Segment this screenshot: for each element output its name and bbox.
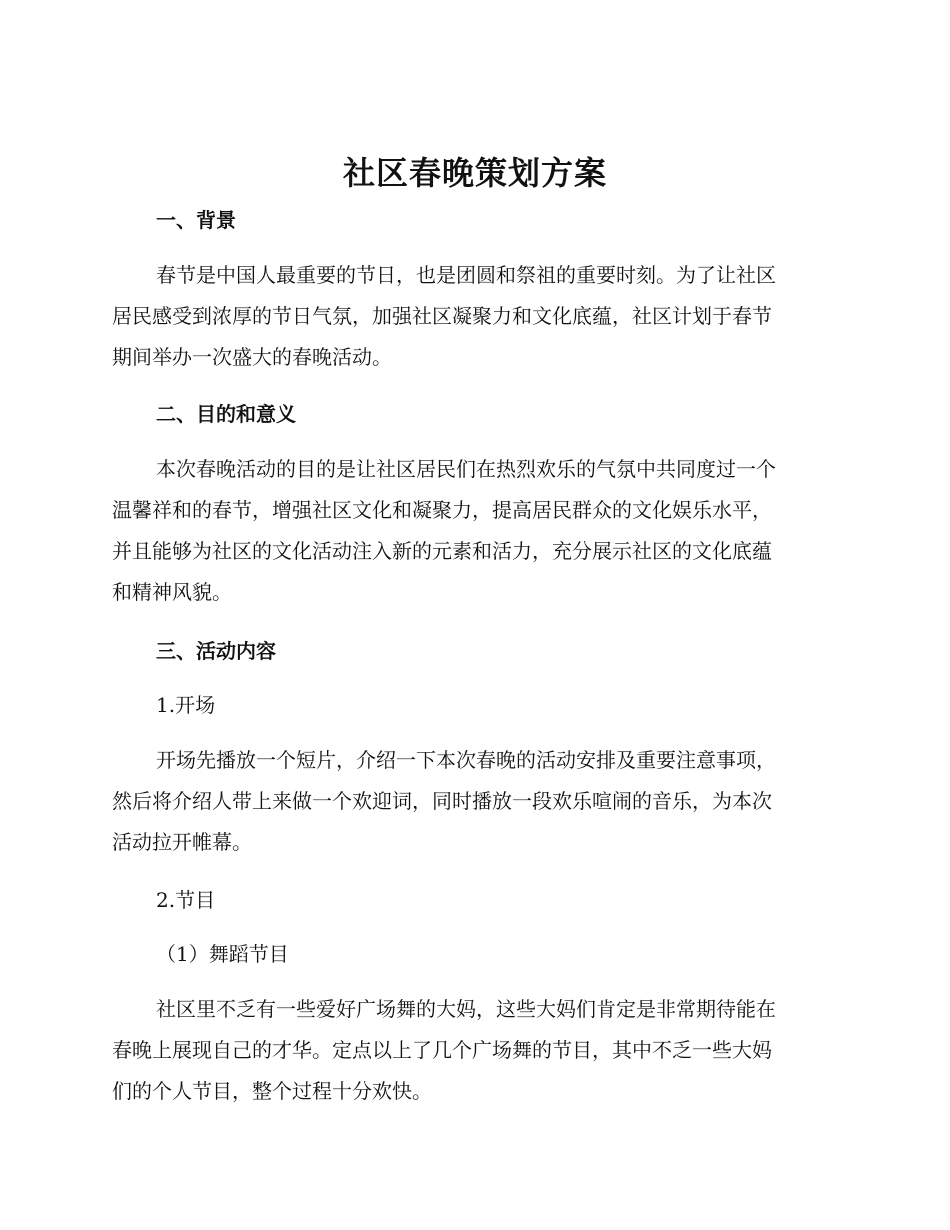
- subheading-dance: （1）舞蹈节目: [156, 942, 289, 966]
- section-heading-background: 一、背景: [156, 208, 236, 232]
- section-heading-purpose: 二、目的和意义: [156, 402, 296, 426]
- paragraph-line: 温馨祥和的春节，增强社区文化和凝聚力，提高居民群众的文化娱乐水平，: [112, 498, 772, 522]
- paragraph-line: 春晚上展现自己的才华。定点以上了几个广场舞的节目，其中不乏一些大妈: [112, 1038, 772, 1062]
- paragraph-line: 并且能够为社区的文化活动注入新的元素和活力，充分展示社区的文化底蕴: [112, 539, 772, 563]
- subheading-program: 2.节目: [156, 888, 216, 912]
- paragraph-line: 开场先播放一个短片，介绍一下本次春晚的活动安排及重要注意事项，: [156, 748, 776, 772]
- paragraph-line: 居民感受到浓厚的节日气氛，加强社区凝聚力和文化底蕴，社区计划于春节: [112, 304, 772, 328]
- subheading-opening: 1.开场: [156, 693, 216, 717]
- paragraph-line: 春节是中国人最重要的节日，也是团圆和祭祖的重要时刻。为了让社区: [156, 263, 776, 287]
- paragraph-line: 本次春晚活动的目的是让社区居民们在热烈欢乐的气氛中共同度过一个: [156, 457, 776, 481]
- paragraph-purpose: [112, 449, 832, 613]
- paragraph-line: 社区里不乏有一些爱好广场舞的大妈，这些大妈们肯定是非常期待能在: [156, 997, 776, 1021]
- document-title: 社区春晚策划方案: [342, 154, 607, 192]
- paragraph-background: [112, 255, 832, 378]
- section-heading-content: 三、活动内容: [156, 639, 276, 663]
- paragraph-opening: [112, 740, 832, 863]
- paragraph-line: 然后将介绍人带上来做一个欢迎词，同时播放一段欢乐喧闹的音乐，为本次: [112, 789, 772, 813]
- paragraph-line: 和精神风貌。: [112, 580, 232, 604]
- paragraph-line: 们的个人节目，整个过程十分欢快。: [112, 1079, 432, 1103]
- paragraph-line: 活动拉开帷幕。: [112, 830, 252, 854]
- paragraph-dance: [112, 989, 832, 1112]
- paragraph-line: 期间举办一次盛大的春晚活动。: [112, 345, 392, 369]
